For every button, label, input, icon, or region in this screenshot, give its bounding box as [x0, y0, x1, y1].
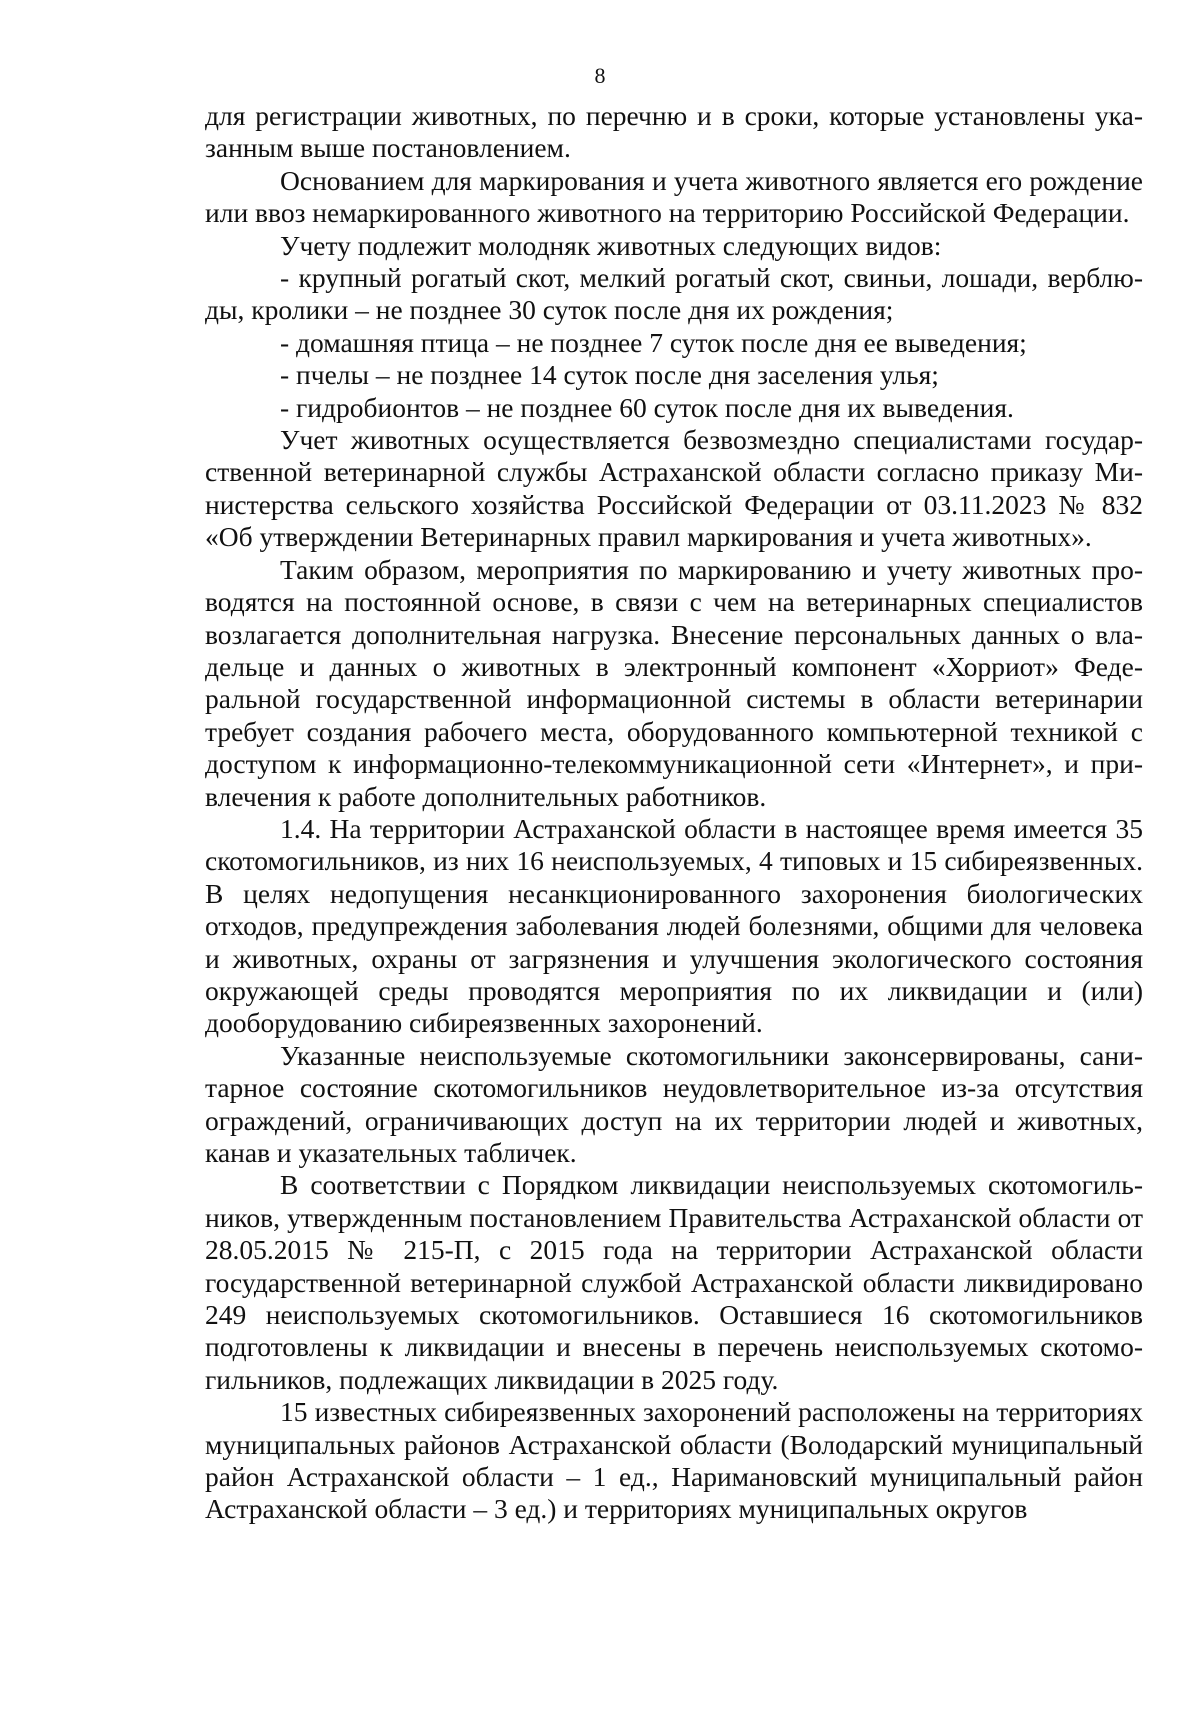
paragraph-marking-basis: Основанием для маркирования и учета животного является его рождение или ввоз немаркированного животного на территорию Российской Федерации. — [205, 164, 1143, 229]
list-item-poultry: - домашняя птица – не позднее 7 суток после дня ее выведения; — [280, 326, 1027, 358]
paragraph-additional-load: Таким образом, мероприятия по маркированию и учету животных проводятся на постоянной основе, в связи с чем на ветеринарных специалистов возлагается дополнительная нагрузка. Внесение персональных данных о владельце и данных о животных в электронный компонент «Хорриот» Федеральной государственной информационной системы в области ветеринарии требует создания рабочего места, оборудованного компьютерной техникой с доступом к информационно-телекоммуникационной сети «Интернет», и привлечения к работе дополнительных работников. — [205, 553, 1143, 812]
paragraph-continuation: для регистрации животных, по перечню и в сроки, которые установлены указанным выше постановлением. — [205, 100, 1143, 164]
document-body — [205, 100, 1143, 1526]
paragraph-unused-burial-grounds: Указанные неиспользуемые скотомогильники законсервированы, санитарное состояние скотомогильников неудовлетворительное из-за отсутствия ограждений, ограничивающих доступ на их территории людей и животных, канав и указательных табличек. — [205, 1039, 1143, 1168]
list-item-livestock: - крупный рогатый скот, мелкий рогатый скот, свиньи, лошади, верблюды, кролики – не позднее 30 суток после дня их рождения; — [205, 262, 1143, 326]
paragraph-accounting-free: Учет животных осуществляется безвозмездно специалистами государственной ветеринарной службы Астраханской области согласно приказу Министерства сельского хозяйства Российской Федерации от 03.11.2023 № 832 «Об утверждении Ветеринарных правил маркирования и учета животных». — [205, 424, 1143, 553]
list-item-hydrobionts: - гидробионтов – не позднее 60 суток после дня их выведения. — [280, 391, 1014, 423]
paragraph-anthrax-burials: 15 известных сибиреязвенных захоронений расположены на территориях муниципальных районов Астраханской области (Володарский муниципальный район Астраханской области – 1 ед., Наримановский муниципальный район Астраханской области – 3 ед.) и территориях муниципальных округов — [205, 1396, 1143, 1525]
paragraph-liquidation-order: В соответствии с Порядком ликвидации неиспользуемых скотомогильников, утвержденным постановлением Правительства Астраханской области от 28.05.2015 № 215-П, с 2015 года на территории Астраханской области государственной ветеринарной службой Астраханской области ликвидировано 249 неиспользуемых скотомогильников. Оставшиеся 16 скотомогильников подготовлены к ликвидации и внесены в перечень неиспользуемых скотомогильников, подлежащих ликвидации в 2025 году. — [205, 1169, 1143, 1395]
paragraph-young-animals-intro: Учету подлежит молодняк животных следующих видов: — [280, 229, 942, 261]
paragraph-section-1-4: 1.4. На территории Астраханской области в настоящее время имеется 35 скотомогильников, из них 16 неиспользуемых, 4 типовых и 15 сибиреязвенных. В целях недопущения несанкционированного захоронения биологических отходов, предупреждения заболевания людей болезнями, общими для человека и животных, охраны от загрязнения и улучшения экологического состояния окружающей среды проводятся мероприятия по их ликвидации и (или) дооборудованию сибиреязвенных захоронений. — [205, 812, 1143, 1039]
list-item-bees: - пчелы – не позднее 14 суток после дня заселения улья; — [280, 359, 939, 391]
page-number: 8 — [594, 63, 606, 88]
